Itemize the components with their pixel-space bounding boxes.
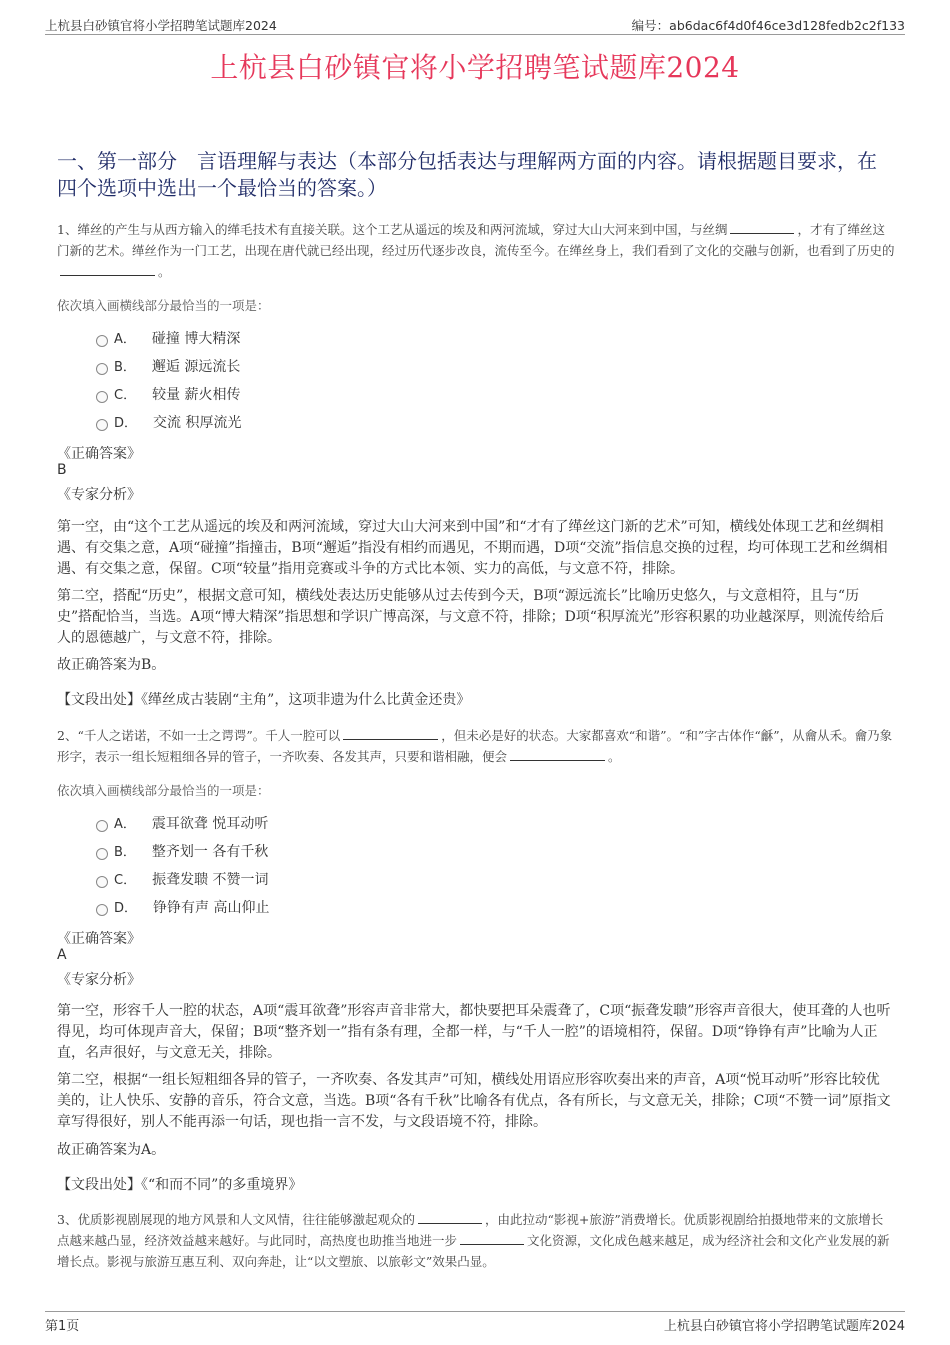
radio-icon[interactable]: [96, 904, 108, 916]
page-footer: [45, 1311, 905, 1334]
blank-2: [510, 748, 605, 761]
question-2-source: 【文段出处】《“和而不同”的多重境界》: [57, 1177, 303, 1193]
question-2-analysis-2: 第二空，根据“一组长短粗细各异的管子，一齐吹奏、各发其声”可知，横线处用语应形容吹奏出来的声音，A项“悦耳动听”形容比较优美的，让人快乐、安静的音乐，符合文意，当选。B项“各有千秋”比喻各有优点，各有所长，与文意无关，排除；C项“不赞一词”原指文章写得很好，别人不能再添一句话，现也指一言不发，与文段语境不符，排除。: [57, 1072, 891, 1130]
page-header: [45, 16, 905, 35]
question-1-source: 【文段出处】《缂丝成古装剧“主角”，这项非遗为什么比黄金还贵》: [57, 692, 471, 708]
header-doc-id: 编号：ab6dac6f4d0f46ce3d128fedb2c2f133: [631, 18, 905, 33]
question-2-text: 2、“千人之诺诺，不如一士之谔谔”。千人一腔可以 ，但未必是好的状态。大家都喜欢“和谐”。“和”字古体作“龢”，从龠从禾。龠乃象形字，表示一组长短粗细各异的管子，一齐吹奏、各发其声，只要和谐相融，便会 。: [57, 728, 893, 764]
blank-2: [460, 1232, 524, 1245]
footer-title: 上杭县白砂镇官将小学招聘笔试题库2024: [663, 1319, 905, 1334]
question-1-conclusion: 故正确答案为B。: [57, 657, 166, 673]
question-2-option-d[interactable]: D． 铮铮有声 高山仰止: [96, 898, 269, 918]
analysis-label: 《专家分析》: [57, 487, 141, 503]
radio-icon[interactable]: [96, 419, 108, 431]
answer-label: 《正确答案》: [57, 931, 141, 947]
question-2-option-c[interactable]: C． 振聋发聩 不赞一词: [96, 870, 269, 890]
radio-icon[interactable]: [96, 391, 108, 403]
question-2-prompt: 依次填入画横线部分最恰当的一项是：: [57, 783, 270, 798]
question-2-answer: A: [57, 947, 67, 963]
radio-icon[interactable]: [96, 335, 108, 347]
header-title: 上杭县白砂镇官将小学招聘笔试题库2024: [45, 18, 277, 33]
section-heading: 一、第一部分 言语理解与表达（本部分包括表达与理解两方面的内容。请根据题目要求，在四个选项中选出一个最恰当的答案。）: [57, 149, 877, 200]
page-number: 第1页: [45, 1319, 80, 1334]
question-2-conclusion: 故正确答案为A。: [57, 1142, 166, 1158]
question-1-analysis-1: 第一空，由“这个工艺从遥远的埃及和两河流域，穿过大山大河来到中国”和“才有了缂丝这门新的艺术”可知，横线处体现工艺和丝绸相遇、有交集之意，A项“碰撞”指撞击，B项“邂逅”指没有相约而遇见，不期而遇，D项“交流”指信息交换的过程，均可体现工艺和丝绸相遇、有交集之意，保留。C项“较量”指用竞赛或斗争的方式比本领、实力的高低，与文意不符，排除。: [57, 519, 888, 577]
radio-icon[interactable]: [96, 363, 108, 375]
answer-label: 《正确答案》: [57, 446, 141, 462]
question-1-text: 1、缂丝的产生与从西方输入的缂毛技术有直接关联。这个工艺从遥远的埃及和两河流域，穿过大山大河来到中国，与丝绸 ，才有了缂丝这门新的艺术。缂丝作为一门工艺，出现在唐代就已经出现，经过历代逐步改良，流传至今。在缂丝身上，我们看到了文化的交融与创新，也看到了历史的。: [57, 222, 895, 279]
radio-icon[interactable]: [96, 820, 108, 832]
question-2-option-b[interactable]: B． 整齐划一 各有千秋: [96, 842, 268, 862]
question-3-text: 3、优质影视剧展现的地方风景和人文风情，往往能够激起观众的 ，由此拉动“影视+旅游”消费增长。优质影视剧给拍摄地带来的文旅增长点越来越凸显，经济效益越来越好。与此同时，高热度也助推当地进一步 文化资源，文化成色越来越足，成为经济社会和文化产业发展的新增长点。影视与旅游互惠互利、双向奔赴，让“以文塑旅、以旅彰文”效果凸显。: [57, 1212, 890, 1269]
question-1-option-d[interactable]: D． 交流 积厚流光: [96, 413, 241, 433]
radio-icon[interactable]: [96, 848, 108, 860]
question-1-analysis-2: 第二空，搭配“历史”，根据文意可知，横线处表达历史能够从过去传到今天，B项“源远流长”比喻历史悠久，与文意相符，且与“历史”搭配恰当，当选。A项“博大精深”指思想和学识广博高深，与文意不符，排除；D项“积厚流光”形容积累的功业越深厚，则流传给后人的恩德越广，与文意不符，排除。: [57, 588, 885, 646]
blank-1: [730, 221, 794, 234]
radio-icon[interactable]: [96, 876, 108, 888]
blank-1: [418, 1211, 482, 1224]
analysis-label: 《专家分析》: [57, 972, 141, 988]
blank-2: [60, 263, 155, 276]
blank-1: [343, 727, 438, 740]
question-1-option-a[interactable]: A． 碰撞 博大精深: [96, 329, 240, 349]
question-1-prompt: 依次填入画横线部分最恰当的一项是：: [57, 298, 270, 313]
page-title: 上杭县白砂镇官将小学招聘笔试题库2024: [210, 51, 740, 84]
question-2-analysis-1: 第一空，形容千人一腔的状态，A项“震耳欲聋”形容声音非常大，都快要把耳朵震聋了，C项“振聋发聩”形容声音很大，使耳聋的人也听得见，均可体现声音大，保留；B项“整齐划一”指有条有理，全都一样，与“千人一腔”的语境相符，保留。D项“铮铮有声”比喻为人正直，名声很好，与文意无关，排除。: [57, 1003, 891, 1061]
question-2-option-a[interactable]: A． 震耳欲聋 悦耳动听: [96, 814, 268, 834]
question-1-option-b[interactable]: B． 邂逅 源远流长: [96, 357, 240, 377]
question-1-answer: B: [57, 462, 67, 478]
question-1-option-c[interactable]: C． 较量 薪火相传: [96, 385, 241, 405]
